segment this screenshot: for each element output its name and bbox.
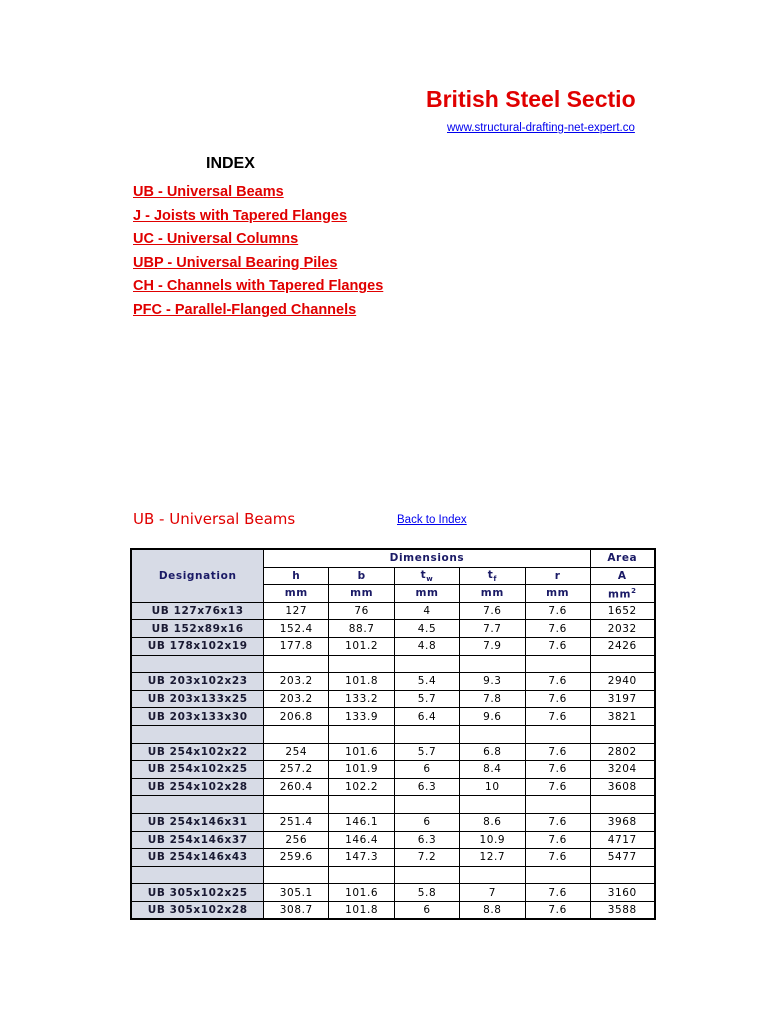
cell-designation: UB 178x102x19	[131, 637, 264, 655]
index-link-j[interactable]: J - Joists with Tapered Flanges	[133, 207, 348, 224]
cell-b	[329, 796, 395, 814]
cell-area: 2802	[590, 743, 655, 761]
table-row	[131, 761, 655, 779]
symbol-r: r	[525, 567, 590, 585]
cell-tf: 10	[459, 778, 525, 796]
cell-designation: UB 203x133x25	[131, 690, 264, 708]
cell-r: 7.6	[525, 708, 590, 726]
cell-b	[329, 725, 395, 743]
cell-designation	[131, 655, 264, 673]
cell-tf: 9.3	[459, 673, 525, 691]
cell-b: 147.3	[329, 849, 395, 867]
index-link-uc[interactable]: UC - Universal Columns	[133, 231, 299, 248]
cell-tw: 5.7	[395, 690, 460, 708]
cell-tf: 7.6	[459, 602, 525, 620]
cell-area: 2940	[590, 673, 655, 691]
dimensions-header: Dimensions	[264, 549, 590, 567]
cell-tf: 7.7	[459, 620, 525, 638]
cell-designation: UB 127x76x13	[131, 602, 264, 620]
symbol-b: b	[329, 567, 395, 585]
cell-h	[264, 796, 329, 814]
cell-area: 3204	[590, 761, 655, 779]
cell-r	[525, 725, 590, 743]
cell-h	[264, 655, 329, 673]
cell-tf: 6.8	[459, 743, 525, 761]
cell-area	[590, 866, 655, 884]
cell-designation: UB 305x102x25	[131, 884, 264, 902]
cell-h: 203.2	[264, 673, 329, 691]
cell-tf: 8.6	[459, 813, 525, 831]
index-item	[133, 182, 383, 206]
cell-b: 101.6	[329, 884, 395, 902]
cell-tw	[395, 655, 460, 673]
cell-tf	[459, 866, 525, 884]
cell-designation: UB 254x102x28	[131, 778, 264, 796]
cell-designation: UB 254x146x37	[131, 831, 264, 849]
cell-h: 254	[264, 743, 329, 761]
unit-r: mm	[525, 585, 590, 603]
cell-area: 3608	[590, 778, 655, 796]
table-row	[131, 690, 655, 708]
table-row	[131, 673, 655, 691]
symbol-a: A	[590, 567, 655, 585]
table-row	[131, 743, 655, 761]
cell-tf: 8.4	[459, 761, 525, 779]
cell-tw: 6.3	[395, 778, 460, 796]
cell-h: 305.1	[264, 884, 329, 902]
designation-header: Designation	[131, 549, 264, 602]
cell-designation	[131, 796, 264, 814]
area-header: Area	[590, 549, 655, 567]
cell-designation	[131, 725, 264, 743]
cell-b: 102.2	[329, 778, 395, 796]
cell-tf: 7.8	[459, 690, 525, 708]
cell-tf: 10.9	[459, 831, 525, 849]
symbol-tf: $t_f$	[459, 567, 525, 585]
cell-tf: 8.8	[459, 901, 525, 919]
cell-area: 4717	[590, 831, 655, 849]
cell-area	[590, 655, 655, 673]
table-row	[131, 831, 655, 849]
cell-h: 152.4	[264, 620, 329, 638]
index-list	[133, 182, 383, 324]
cell-h: 260.4	[264, 778, 329, 796]
cell-b: 101.6	[329, 743, 395, 761]
cell-area: 2426	[590, 637, 655, 655]
cell-area: 3588	[590, 901, 655, 919]
cell-tf: 7	[459, 884, 525, 902]
table-spacer-row	[131, 725, 655, 743]
table-spacer-row	[131, 655, 655, 673]
cell-tw	[395, 796, 460, 814]
cell-r	[525, 866, 590, 884]
table-row	[131, 602, 655, 620]
table-row	[131, 637, 655, 655]
cell-designation: UB 203x102x23	[131, 673, 264, 691]
cell-area: 3197	[590, 690, 655, 708]
cell-area: 3968	[590, 813, 655, 831]
cell-r: 7.6	[525, 901, 590, 919]
cell-b: 101.2	[329, 637, 395, 655]
cell-tf	[459, 655, 525, 673]
cell-tw: 6	[395, 901, 460, 919]
section-title: UB - Universal Beams	[133, 510, 296, 528]
cell-designation: UB 254x146x43	[131, 849, 264, 867]
back-to-index-link[interactable]: Back to Index	[397, 514, 467, 526]
cell-h: 177.8	[264, 637, 329, 655]
cell-tw: 5.7	[395, 743, 460, 761]
cell-h: 206.8	[264, 708, 329, 726]
cell-b: 101.9	[329, 761, 395, 779]
cell-tw: 6	[395, 761, 460, 779]
cell-h: 203.2	[264, 690, 329, 708]
cell-designation: UB 254x102x22	[131, 743, 264, 761]
index-link-ch[interactable]: CH - Channels with Tapered Flanges	[133, 278, 384, 295]
index-item	[133, 276, 383, 300]
index-item	[133, 229, 383, 253]
table-spacer-row	[131, 866, 655, 884]
cell-r: 7.6	[525, 849, 590, 867]
unit-area: $mm^2$	[590, 585, 655, 603]
cell-tf	[459, 725, 525, 743]
index-item	[133, 253, 383, 277]
cell-designation	[131, 866, 264, 884]
cell-r	[525, 655, 590, 673]
cell-designation: UB 254x146x31	[131, 813, 264, 831]
cell-r: 7.6	[525, 690, 590, 708]
cell-h: 259.6	[264, 849, 329, 867]
cell-designation: UB 203x133x30	[131, 708, 264, 726]
cell-r: 7.6	[525, 831, 590, 849]
table-row	[131, 901, 655, 919]
cell-h	[264, 725, 329, 743]
cell-area: 5477	[590, 849, 655, 867]
cell-h: 251.4	[264, 813, 329, 831]
cell-r: 7.6	[525, 884, 590, 902]
cell-tw: 6.4	[395, 708, 460, 726]
cell-area: 1652	[590, 602, 655, 620]
cell-b: 133.9	[329, 708, 395, 726]
cell-tw: 4.5	[395, 620, 460, 638]
cell-h	[264, 866, 329, 884]
index-link-ubp[interactable]: UBP - Universal Bearing Piles	[133, 254, 338, 271]
cell-r: 7.6	[525, 813, 590, 831]
cell-r	[525, 796, 590, 814]
cell-tw: 5.8	[395, 884, 460, 902]
cell-r: 7.6	[525, 743, 590, 761]
cell-area	[590, 796, 655, 814]
cell-tw: 7.2	[395, 849, 460, 867]
unit-b: mm	[329, 585, 395, 603]
table-spacer-row	[131, 796, 655, 814]
index-item	[133, 206, 383, 230]
table-row	[131, 620, 655, 638]
table-body	[131, 602, 655, 919]
cell-tw: 4	[395, 602, 460, 620]
cell-h: 308.7	[264, 901, 329, 919]
cell-b: 146.4	[329, 831, 395, 849]
cell-h: 256	[264, 831, 329, 849]
cell-tw	[395, 866, 460, 884]
table-row	[131, 884, 655, 902]
cell-tw: 6.3	[395, 831, 460, 849]
cell-b: 76	[329, 602, 395, 620]
cell-h: 127	[264, 602, 329, 620]
cell-tw: 6	[395, 813, 460, 831]
cell-r: 7.6	[525, 673, 590, 691]
cell-h: 257.2	[264, 761, 329, 779]
index-item	[133, 300, 383, 324]
cell-tf: 9.6	[459, 708, 525, 726]
unit-tf: mm	[459, 585, 525, 603]
symbol-tw: $t_w$	[395, 567, 460, 585]
table-row	[131, 849, 655, 867]
cell-designation: UB 254x102x25	[131, 761, 264, 779]
index-link-ub[interactable]: UB - Universal Beams	[133, 184, 284, 200]
cell-r: 7.6	[525, 778, 590, 796]
cell-area: 3821	[590, 708, 655, 726]
cell-b: 101.8	[329, 673, 395, 691]
cell-r: 7.6	[525, 620, 590, 638]
unit-tw: mm	[395, 585, 460, 603]
cell-designation: UB 152x89x16	[131, 620, 264, 638]
cell-b: 88.7	[329, 620, 395, 638]
table-row	[131, 778, 655, 796]
cell-designation: UB 305x102x28	[131, 901, 264, 919]
cell-tf	[459, 796, 525, 814]
cell-tf: 12.7	[459, 849, 525, 867]
cell-b: 133.2	[329, 690, 395, 708]
table-row	[131, 708, 655, 726]
cell-area: 2032	[590, 620, 655, 638]
cell-tf: 7.9	[459, 637, 525, 655]
cell-b: 101.8	[329, 901, 395, 919]
section-properties-table	[130, 548, 656, 920]
cell-r: 7.6	[525, 761, 590, 779]
cell-r: 7.6	[525, 637, 590, 655]
cell-b	[329, 655, 395, 673]
unit-h: mm	[264, 585, 329, 603]
cell-tw	[395, 725, 460, 743]
cell-r: 7.6	[525, 602, 590, 620]
cell-tw: 4.8	[395, 637, 460, 655]
cell-area: 3160	[590, 884, 655, 902]
website-link[interactable]: www.structural-drafting-net-expert.co	[447, 122, 635, 134]
table-row	[131, 813, 655, 831]
cell-b	[329, 866, 395, 884]
cell-b: 146.1	[329, 813, 395, 831]
index-heading: INDEX	[206, 155, 255, 172]
cell-tw: 5.4	[395, 673, 460, 691]
page-title: British Steel Sectio	[426, 86, 636, 112]
index-link-pfc[interactable]: PFC - Parallel-Flanged Channels	[133, 301, 357, 318]
cell-area	[590, 725, 655, 743]
symbol-h: h	[264, 567, 329, 585]
